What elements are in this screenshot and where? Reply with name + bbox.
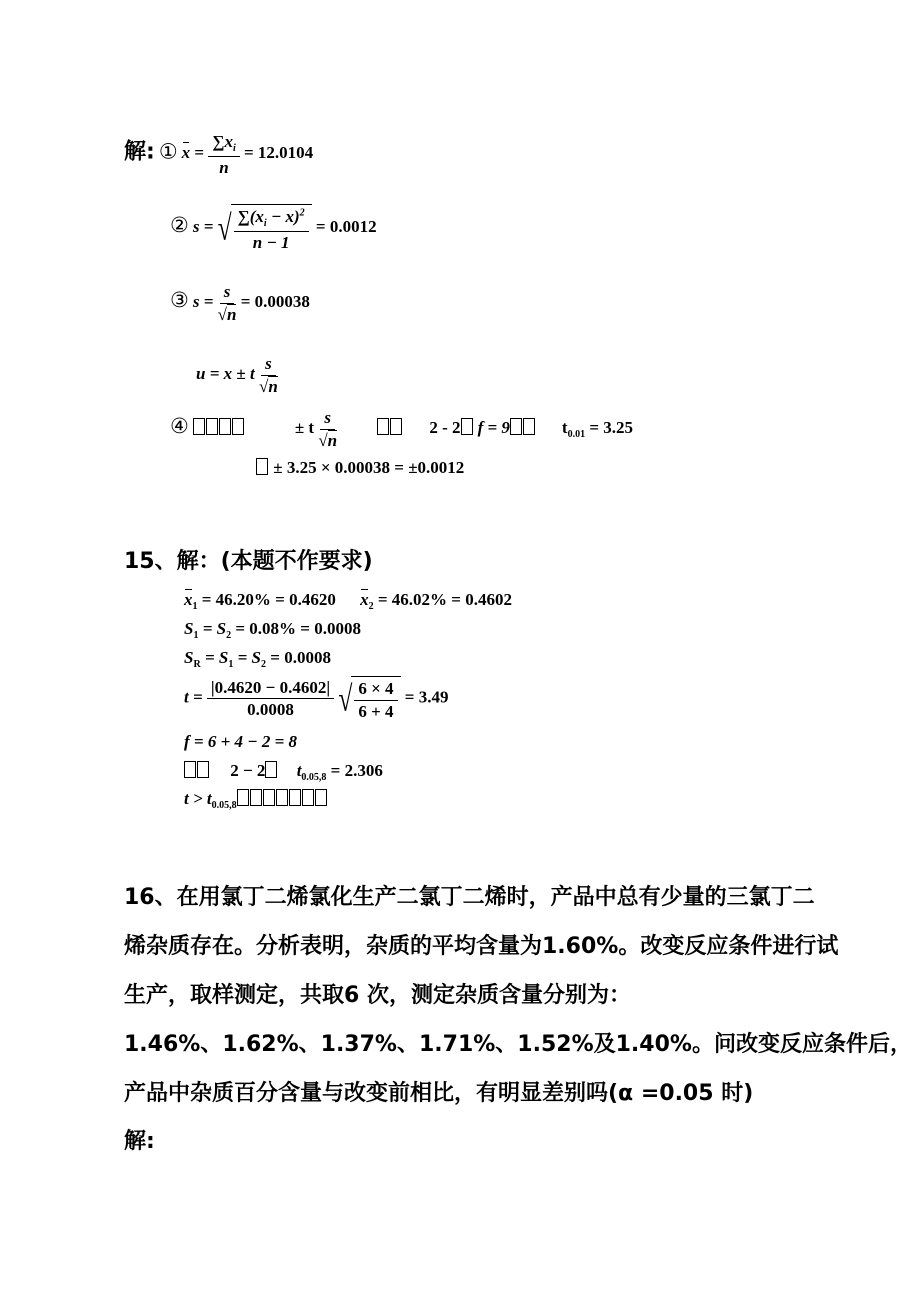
circle-1: ① (158, 139, 178, 164)
q16-line-2: 烯杂质存在。分析表明，杂质的平均含量为1.60%。改变反应条件进行试 (124, 934, 839, 959)
formula-u: u = x ± t $\frac{s}{√n}$ (196, 354, 278, 396)
q15-heading: 15、解：(本题不作要求) (124, 549, 373, 574)
step-4: ④ ± t $\frac{s}{√n}$ 2 - 2 f = 9 $t_{0.01} = 3.25$ (170, 408, 634, 450)
q15-sr-line: $S_R = S_1 = S_2 = 0.0008$ (184, 648, 331, 670)
step-3: ③ s = $\frac{s}{√n}$ = 0.00038 (170, 282, 310, 324)
step-1: 解: ① x = $\frac{\sum x_i}{n}$ = 12.0104 (124, 132, 314, 177)
circle-3: ③ (170, 287, 189, 312)
q15-means: $x_1 = 46.20\% = 0.4620$ $x_2 = 46.02\% = 0.4602$ (184, 590, 512, 612)
sd-result: = 0.0012 (315, 216, 377, 236)
mean-result: = 12.0104 (243, 143, 314, 163)
step-4-result: ± 3.25 × 0.00038 = ±0.0012 (256, 458, 464, 478)
sem-result: = 0.00038 (240, 291, 310, 311)
q15-f-line: f = 6 + 4 − 2 = 8 (184, 732, 298, 751)
sd-sqrt: √ $\frac{\sum(x_i - x)^2}{n - 1}$ (218, 204, 312, 252)
q16-line-1: 16、在用氯丁二烯氯化生产二氯丁二烯时，产品中总有少量的三氯丁二 (124, 885, 815, 910)
jie-label: 解: (124, 139, 155, 165)
q15-s-line: $S_1 = S_2 = 0.08\% = 0.0008$ (184, 619, 361, 641)
x-bar: x (181, 143, 191, 163)
circle-2: ② (170, 212, 189, 237)
q15-table-line: 2 − 2 $t_{0.05,8} = 2.306$ (184, 761, 383, 783)
mean-fraction: $\frac{\sum x_i}{n}$ (208, 132, 239, 177)
q16-jie: 解: (124, 1129, 155, 1154)
q16-line-5: 产品中杂质百分含量与改变前相比，有明显差别吗(α =0.05 时) (124, 1081, 754, 1106)
step-2: ② s = √ $\frac{\sum(x_i - x)^2}{n - 1}$ = 0.0012 (170, 204, 377, 252)
q15-compare-line: $t > t_{0.05,8}$ (184, 789, 328, 811)
q16-line-3: 生产，取样测定，共取6 次，测定杂质含量分别为： (124, 983, 631, 1008)
q16-line-4: 1.46%、1.62%、1.37%、1.71%、1.52%及1.40%。问改变反应条件后， (124, 1032, 912, 1057)
q15-t-line: t = $\frac{|0.4620 - 0.4602|}{0.0008}$ √ $\frac{6 \times 4}{6 + 4}$ = 3.49 (184, 677, 449, 721)
circle-4: ④ (170, 413, 189, 438)
